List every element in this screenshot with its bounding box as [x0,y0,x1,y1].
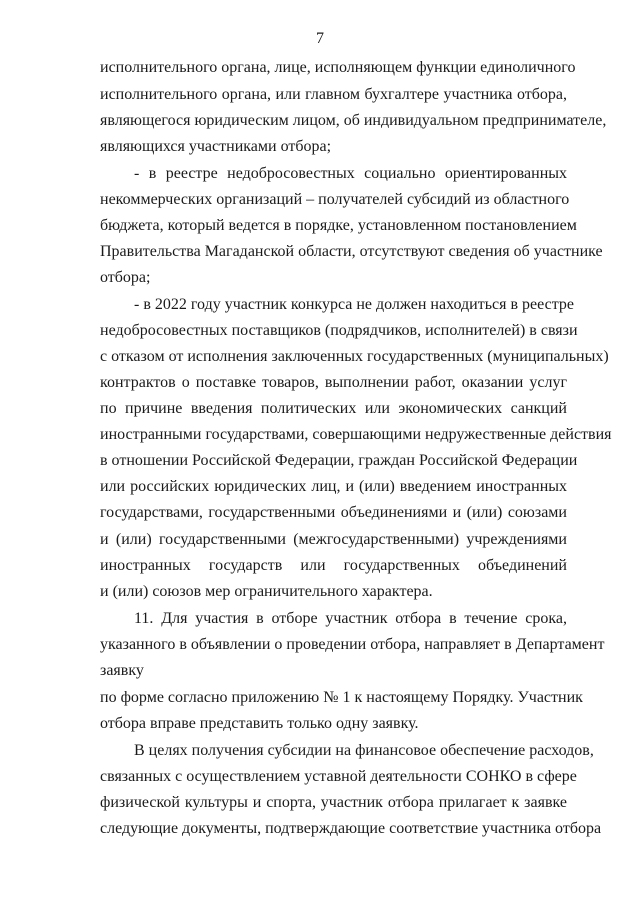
text-line: государствами, государственными объединениями и (или) союзами [100,504,567,521]
text-line: следующие документы, подтверждающие соответствие участника отбора [100,820,602,837]
text-line: В целях получения субсидии на финансовое обеспечение расходов, [134,742,594,759]
text-line: с отказом от исполнения заключенных государственных (муниципальных) [100,348,609,365]
text-line: являющегося юридическим лицом, об индивидуальном предпринимателе, [100,112,607,129]
text-line: отбора; [100,269,151,286]
text-line: указанного в объявлении о проведении отбора, направляет в Департамент [100,636,605,653]
text-line: отбора вправе представить только одну заявку. [100,715,419,732]
text-line: иностранных государств или государственных объединений [100,557,567,574]
text-line: по форме согласно приложению № 1 к настоящему Порядку. Участник [100,689,583,706]
text-line: связанных с осуществлением уставной деятельности СОНКО в сфере [100,768,577,785]
text-line: и (или) государственными (межгосударственными) учреждениями [100,531,567,548]
text-line: 11. Для участия в отборе участник отбора в течение срока, [134,610,567,627]
text-line: контрактов о поставке товаров, выполнении работ, оказании услуг [100,374,567,391]
text-line: или российских юридических лиц, и (или) введением иностранных [100,478,567,495]
text-line: бюджета, который ведется в порядке, установленном постановлением [100,217,577,234]
text-line: иностранными государствами, совершающими недружественные действия [100,426,612,443]
text-line: Правительства Магаданской области, отсутствуют сведения об участнике [100,243,603,260]
page-number: 7 [316,30,324,47]
text-line: заявку [100,662,144,679]
text-line: - в реестре недобросовестных социально ориентированных [134,165,567,182]
text-line: исполнительного органа, или главном бухгалтере участника отбора, [100,86,567,103]
text-line: некоммерческих организаций – получателей субсидий из областного [100,191,570,208]
text-line: и (или) союзов мер ограничительного характера. [100,583,433,600]
text-line: недобросовестных поставщиков (подрядчиков, исполнителей) в связи [100,322,578,339]
text-line: исполнительного органа, лице, исполняющем функции единоличного [100,59,576,76]
text-line: в отношении Российской Федерации, граждан Российской Федерации [100,452,578,469]
text-line: физической культуры и спорта, участник отбора прилагает к заявке [100,794,567,811]
text-line: являющихся участниками отбора; [100,138,332,155]
text-line: - в 2022 году участник конкурса не должен находиться в реестре [134,296,575,313]
text-line: по причине введения политических или экономических санкций [100,400,567,417]
